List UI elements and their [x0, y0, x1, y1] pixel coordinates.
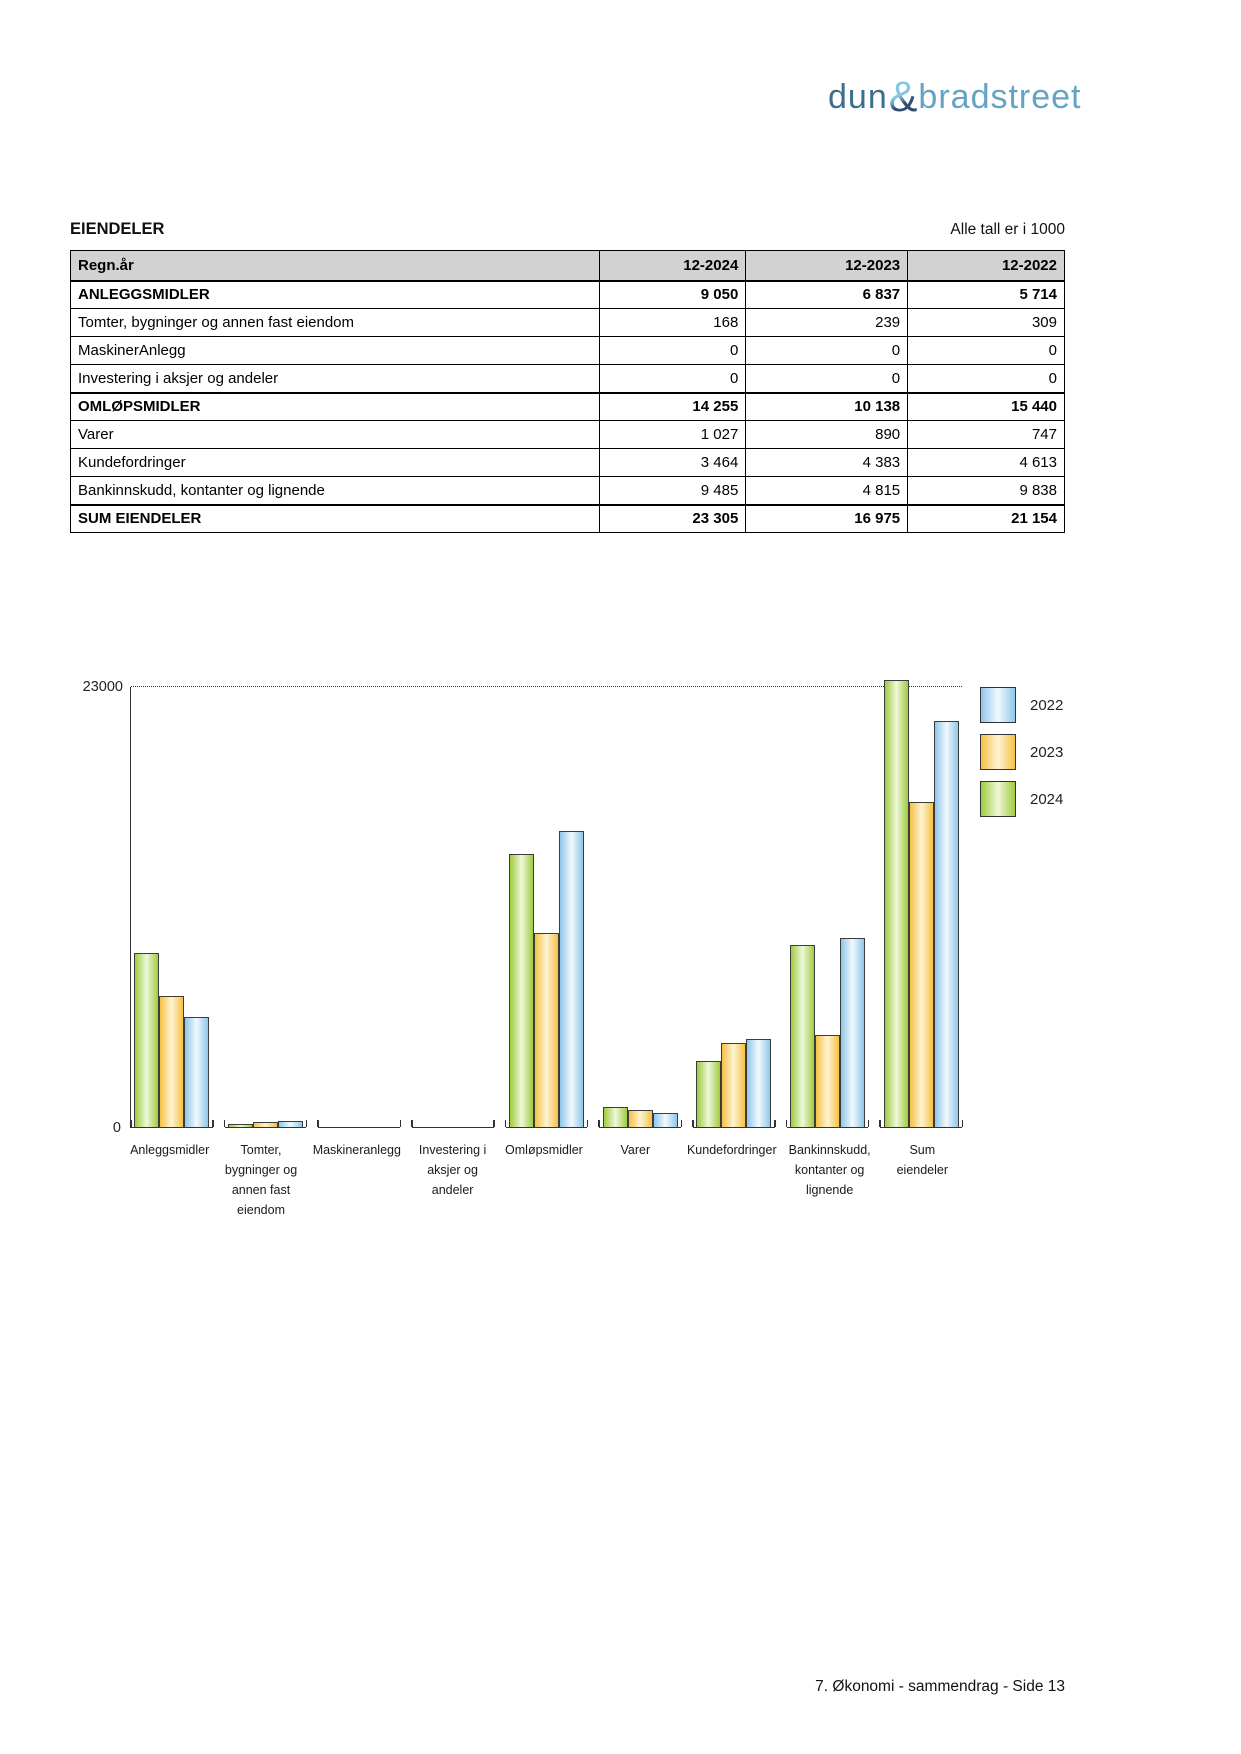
bar-2024: [134, 953, 159, 1127]
row-value-cell: 0: [600, 365, 746, 393]
assets-table: [70, 250, 1065, 533]
row-value-cell: 21 154: [908, 505, 1065, 533]
assets-bar-chart: [70, 646, 1065, 1226]
row-value-cell: 0: [600, 337, 746, 365]
bar-2023: [815, 1035, 840, 1127]
category-label: Kundefordringer: [686, 1143, 777, 1157]
bar-2024: [603, 1107, 628, 1127]
chart-group: [599, 687, 681, 1128]
logo-text-bradstreet: bradstreet: [918, 78, 1082, 116]
row-value-cell: 0: [746, 337, 908, 365]
legend-entry: [980, 734, 1063, 770]
category-label: Tomter, bygninger og annen fast eiendom: [224, 1143, 298, 1217]
bar-2023: [159, 996, 184, 1127]
page-title: EIENDELER: [70, 220, 165, 238]
table-column-header: 12-2023: [746, 251, 908, 281]
bar-2024: [228, 1124, 253, 1127]
table-row: [71, 393, 1065, 421]
chart-categories: [130, 1140, 962, 1220]
category-label: Varer: [620, 1143, 651, 1157]
row-value-cell: 4 613: [908, 449, 1065, 477]
row-label-cell: Investering i aksjer og andeler: [71, 365, 600, 393]
table-column-header: 12-2022: [908, 251, 1065, 281]
row-value-cell: 9 485: [600, 477, 746, 505]
row-value-cell: 168: [600, 309, 746, 337]
chart-group: [412, 687, 494, 1128]
bar-2022: [840, 938, 865, 1127]
row-value-cell: 239: [746, 309, 908, 337]
table-row: [71, 477, 1065, 505]
category-label: Anleggsmidler: [130, 1143, 210, 1157]
row-value-cell: 4 815: [746, 477, 908, 505]
legend-swatch-2024: [980, 781, 1016, 817]
bar-2022: [559, 831, 584, 1127]
bar-2023: [628, 1110, 653, 1127]
legend-label: 2022: [1030, 696, 1064, 714]
bar-2022: [746, 1039, 771, 1127]
row-label-cell: Varer: [71, 421, 600, 449]
category-label: Maskineranlegg: [312, 1143, 401, 1157]
chart-plot: [82, 679, 962, 1136]
page-footer: 7. Økonomi - sammendrag - Side 13: [815, 1678, 1065, 1695]
logo-text-dun: dun: [828, 78, 888, 116]
chart-group: [787, 687, 869, 1128]
row-label-cell: MaskinerAnlegg: [71, 337, 600, 365]
row-value-cell: 9 050: [600, 281, 746, 309]
category-label: Bankinnskudd, kontanter og lignende: [788, 1143, 871, 1197]
row-label-cell: Bankinnskudd, kontanter og lignende: [71, 477, 600, 505]
chart-legend: [980, 687, 1063, 828]
row-value-cell: 0: [908, 337, 1065, 365]
section-title-row: [70, 220, 1065, 239]
y-axis-zero-label: 0: [112, 1120, 121, 1136]
units-note: Alle tall er i 1000: [950, 221, 1065, 238]
bar-2022: [184, 1017, 209, 1127]
chart-group: [225, 687, 307, 1128]
y-axis-max-label: 23000: [82, 679, 123, 695]
table-row: [71, 449, 1065, 477]
table-row: [71, 309, 1065, 337]
row-value-cell: 0: [908, 365, 1065, 393]
chart-groups: [131, 687, 962, 1128]
row-value-cell: 16 975: [746, 505, 908, 533]
dun-bradstreet-logo: [828, 70, 1082, 119]
table-column-header: Regn.år: [71, 251, 600, 281]
bar-2023: [534, 933, 559, 1127]
legend-entry: [980, 781, 1063, 817]
row-label-cell: Tomter, bygninger og annen fast eiendom: [71, 309, 600, 337]
row-value-cell: 9 838: [908, 477, 1065, 505]
row-label-cell: Kundefordringer: [71, 449, 600, 477]
bar-2024: [696, 1061, 721, 1127]
row-value-cell: 747: [908, 421, 1065, 449]
legend-label: 2024: [1030, 790, 1064, 808]
legend-swatch-2023: [980, 734, 1016, 770]
bar-2022: [934, 721, 959, 1127]
legend-swatch-2022: [980, 687, 1016, 723]
table-row: [71, 281, 1065, 309]
table-column-header: 12-2024: [600, 251, 746, 281]
row-label-cell: SUM EIENDELER: [71, 505, 600, 533]
table-body: [71, 281, 1065, 533]
row-label-cell: OMLØPSMIDLER: [71, 393, 600, 421]
row-value-cell: 15 440: [908, 393, 1065, 421]
table-row: [71, 421, 1065, 449]
row-value-cell: 4 383: [746, 449, 908, 477]
table-row: [71, 337, 1065, 365]
chart-group: [693, 687, 775, 1128]
row-value-cell: 14 255: [600, 393, 746, 421]
row-value-cell: 309: [908, 309, 1065, 337]
bar-2022: [278, 1121, 303, 1127]
chart-group: [318, 687, 400, 1128]
row-value-cell: 890: [746, 421, 908, 449]
category-label: Sum eiendeler: [896, 1143, 949, 1177]
row-value-cell: 5 714: [908, 281, 1065, 309]
chart-group: [131, 687, 213, 1128]
category-label: Omløpsmidler: [505, 1143, 583, 1157]
logo-ampersand-icon: &: [888, 73, 918, 121]
bar-2024: [509, 854, 534, 1127]
table-row: [71, 505, 1065, 533]
bar-2023: [721, 1043, 746, 1127]
row-value-cell: 23 305: [600, 505, 746, 533]
row-value-cell: 10 138: [746, 393, 908, 421]
row-value-cell: 0: [746, 365, 908, 393]
legend-label: 2023: [1030, 743, 1064, 761]
table-row: [71, 365, 1065, 393]
chart-group: [506, 687, 588, 1128]
bar-2023: [909, 802, 934, 1127]
bar-2023: [253, 1122, 278, 1127]
bar-2022: [653, 1113, 678, 1127]
row-value-cell: 1 027: [600, 421, 746, 449]
row-value-cell: 6 837: [746, 281, 908, 309]
chart-group: [880, 687, 962, 1128]
bar-2024: [884, 680, 909, 1127]
row-label-cell: ANLEGGSMIDLER: [71, 281, 600, 309]
legend-entry: [980, 687, 1063, 723]
row-value-cell: 3 464: [600, 449, 746, 477]
bar-2024: [790, 945, 815, 1127]
table-header-row: [71, 251, 1065, 281]
category-label: Investering i aksjer og andeler: [418, 1143, 487, 1197]
